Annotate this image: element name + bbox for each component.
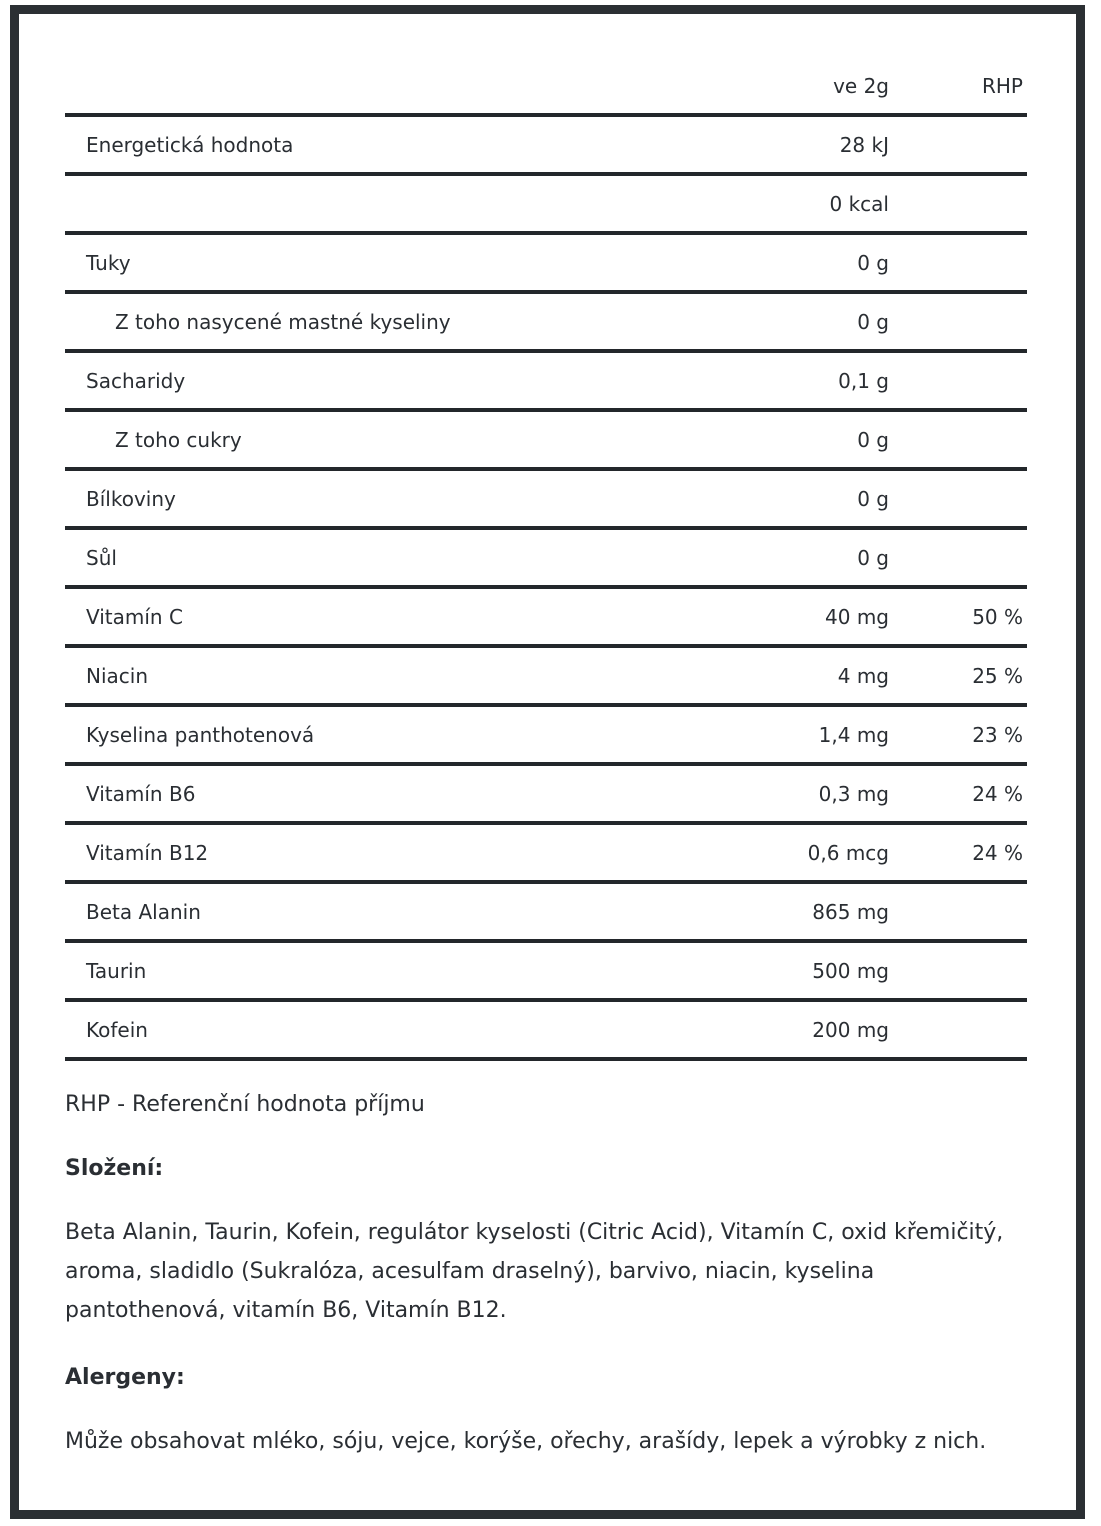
nutrient-name: Kofein (65, 1000, 689, 1059)
nutrient-value: 500 mg (689, 941, 893, 1000)
nutrient-value: 0,1 g (689, 351, 893, 410)
table-row (65, 528, 1027, 587)
rhp-note: RHP - Referenční hodnota příjmu (65, 1092, 425, 1117)
nutrient-rhp (893, 528, 1027, 587)
header-name (65, 58, 689, 115)
header-rhp: RHP (893, 58, 1027, 115)
nutrient-name: Energetická hodnota (65, 115, 689, 174)
nutrition-table-header (65, 58, 1027, 115)
nutrient-name: Sůl (65, 528, 689, 587)
nutrient-value: 0,6 mcg (689, 823, 893, 882)
nutrient-rhp: 24 % (893, 823, 1027, 882)
nutrient-value: 865 mg (689, 882, 893, 941)
nutrient-name: Z toho nasycené mastné kyseliny (65, 292, 689, 351)
nutrient-value: 4 mg (689, 646, 893, 705)
nutrient-name: Sacharidy (65, 351, 689, 410)
table-row (65, 941, 1027, 1000)
nutrient-rhp (893, 410, 1027, 469)
nutrient-name: Beta Alanin (65, 882, 689, 941)
table-row (65, 351, 1027, 410)
nutrient-value: 28 kJ (689, 115, 893, 174)
nutrient-rhp (893, 351, 1027, 410)
nutrient-rhp: 50 % (893, 587, 1027, 646)
nutrient-value: 0 g (689, 410, 893, 469)
table-row (65, 646, 1027, 705)
nutrient-name: Tuky (65, 233, 689, 292)
nutrient-rhp (893, 1000, 1027, 1059)
table-row (65, 882, 1027, 941)
nutrient-rhp: 23 % (893, 705, 1027, 764)
nutrient-name: Vitamín B12 (65, 823, 689, 882)
nutrient-name (65, 174, 689, 233)
table-row (65, 115, 1027, 174)
table-row (65, 823, 1027, 882)
table-row (65, 764, 1027, 823)
table-row (65, 233, 1027, 292)
composition-title: Složení: (65, 1156, 164, 1181)
nutrient-value: 0 g (689, 233, 893, 292)
nutrient-name: Z toho cukry (65, 410, 689, 469)
nutrient-value: 200 mg (689, 1000, 893, 1059)
nutrient-rhp (893, 174, 1027, 233)
nutrient-name: Niacin (65, 646, 689, 705)
nutrient-rhp (893, 469, 1027, 528)
nutrient-name: Kyselina panthotenová (65, 705, 689, 764)
nutrition-table-body (65, 115, 1027, 1059)
product-info-content (65, 14, 1027, 1461)
table-row (65, 410, 1027, 469)
allergens-title: Alergeny: (65, 1365, 185, 1390)
nutrient-rhp (893, 292, 1027, 351)
nutrient-rhp (893, 233, 1027, 292)
nutrient-rhp: 24 % (893, 764, 1027, 823)
nutrient-value: 1,4 mg (689, 705, 893, 764)
nutrient-rhp (893, 882, 1027, 941)
nutrient-name: Vitamín B6 (65, 764, 689, 823)
nutrient-value: 0 g (689, 528, 893, 587)
table-row (65, 469, 1027, 528)
nutrient-name: Taurin (65, 941, 689, 1000)
nutrient-rhp: 25 % (893, 646, 1027, 705)
nutrient-rhp (893, 941, 1027, 1000)
nutrition-table (65, 58, 1027, 1061)
nutrient-rhp (893, 115, 1027, 174)
nutrient-value: 0 kcal (689, 174, 893, 233)
product-info-frame (10, 5, 1085, 1519)
composition-text: Beta Alanin, Taurin, Kofein, regulátor kyselosti (Citric Acid), Vitamín C, oxid křemičitý, aroma, sladidlo (Sukralóza, acesulfam draselný), barvivo, niacin, kyselina pantothenová, vitamín B6, Vitamín B12. (65, 1220, 1004, 1323)
nutrient-value: 0,3 mg (689, 764, 893, 823)
table-row (65, 292, 1027, 351)
table-row (65, 1000, 1027, 1059)
nutrient-name: Bílkoviny (65, 469, 689, 528)
header-value: ve 2g (689, 58, 893, 115)
allergens-text: Může obsahovat mléko, sóju, vejce, korýše, ořechy, arašídy, lepek a výrobky z nich. (65, 1429, 987, 1454)
nutrient-value: 40 mg (689, 587, 893, 646)
nutrient-name: Vitamín C (65, 587, 689, 646)
table-row (65, 705, 1027, 764)
nutrient-value: 0 g (689, 292, 893, 351)
table-row (65, 174, 1027, 233)
nutrient-value: 0 g (689, 469, 893, 528)
table-row (65, 587, 1027, 646)
